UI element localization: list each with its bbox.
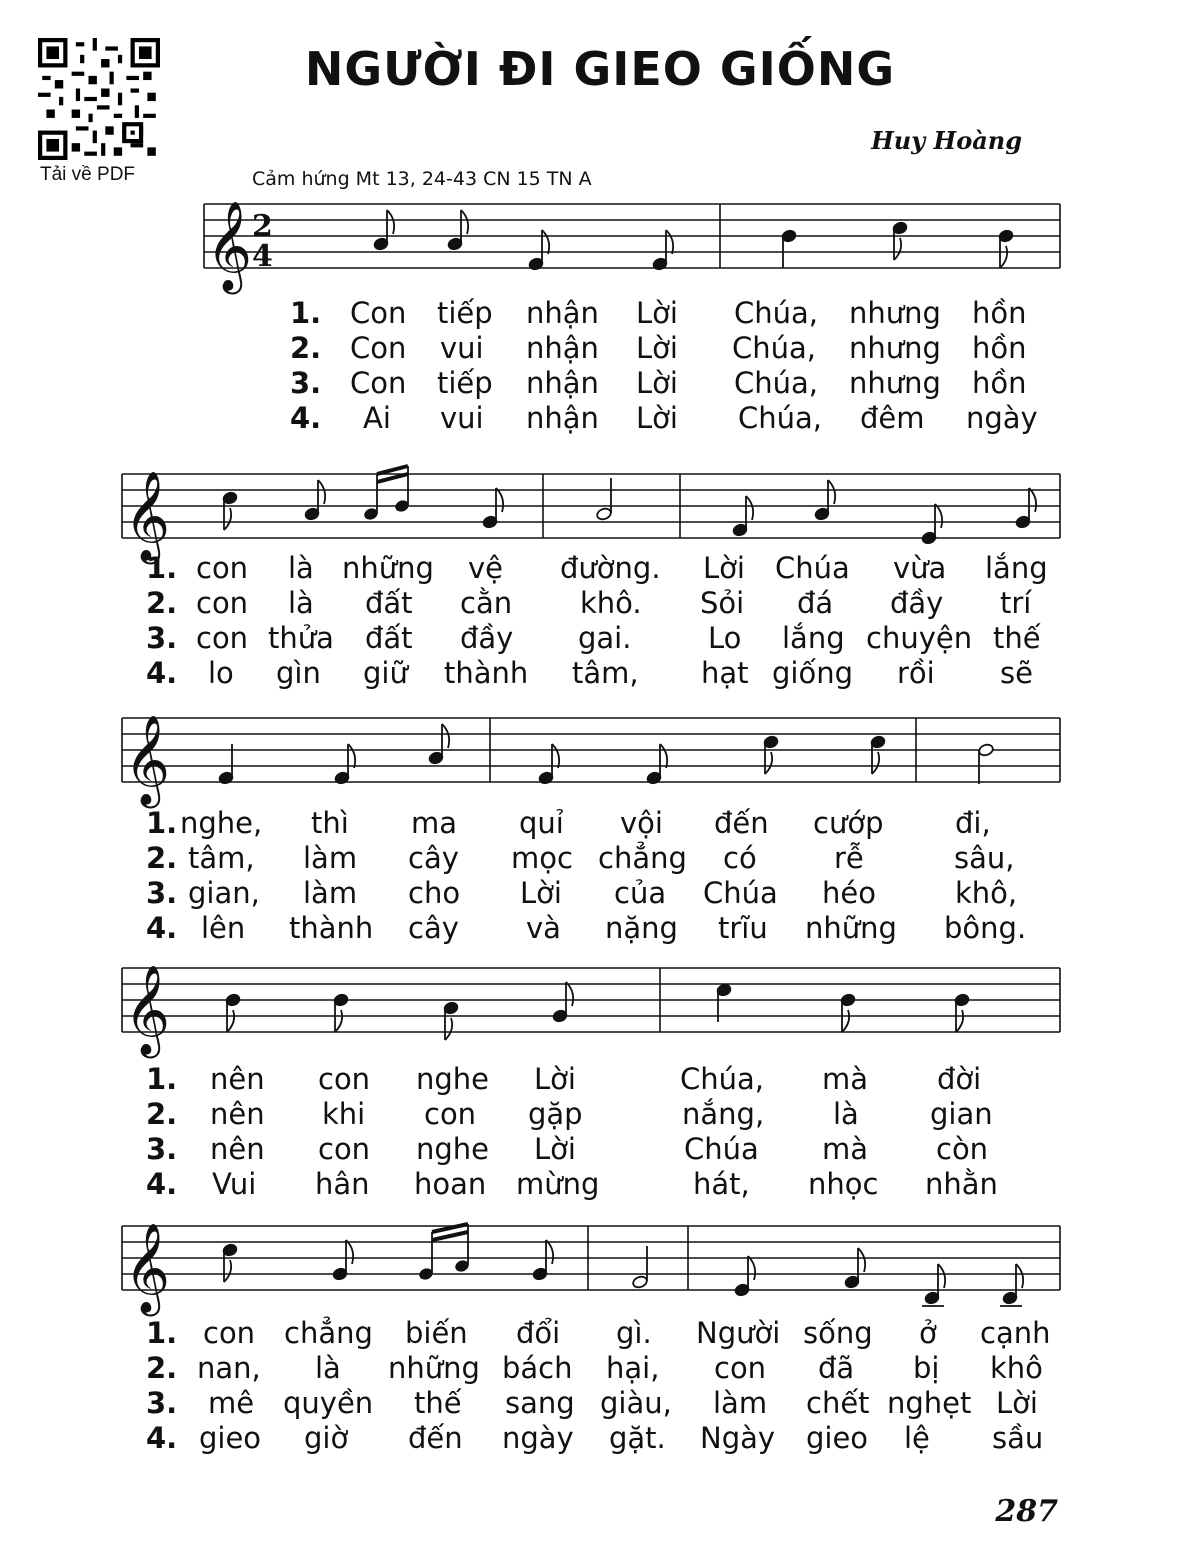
verse-number: 4. [146,911,178,945]
lyric-word: ma [411,806,458,840]
lyric-word: nhưng [849,331,941,365]
lyric-word: đã [818,1351,855,1385]
lyric-word: là [288,551,314,585]
lyric-word: đường. [560,551,661,585]
lyric-word: con [424,1097,477,1131]
lyric-word: Lời [636,331,678,365]
lyric-word: khi [322,1097,366,1131]
lyric-word: rồi [897,656,935,690]
lyric-word: gai. [578,621,632,655]
lyric-word: của [614,876,667,910]
treble-clef-icon: 𝄞 [124,1223,171,1313]
lyric-word: là [288,586,314,620]
treble-clef-icon: 𝄞 [124,471,171,561]
lyric-word: đất [365,586,413,620]
lyric-word: bị [913,1351,940,1385]
lyric-word: Lời [636,296,678,330]
lyric-word: làm [303,876,358,910]
lyric-word: giờ [304,1421,349,1455]
time-signature-top: 2 [252,209,273,244]
lyric-word: những [342,551,434,585]
lyric-word: gieo [199,1421,262,1455]
verse-number: 4. [146,1167,178,1201]
lyric-word: ở [919,1316,937,1350]
lyric-word: Ai [363,401,391,435]
verse-number: 3. [146,621,178,655]
lyric-word: đá [797,586,834,620]
lyric-word: nhằn [925,1167,998,1201]
lyric-word: gian [930,1097,993,1131]
verse-number: 1. [146,806,178,840]
lyric-word: gặp [528,1097,583,1131]
lyric-word: nghẹt [887,1386,972,1420]
verse-number: 3. [146,876,178,910]
lyric-word: đến [714,806,769,840]
lyric-word: Chúa, [734,296,818,330]
lyric-word: có [723,841,757,875]
lyric-word: giống [772,656,853,690]
lyric-word: đến [408,1421,463,1455]
lyric-word: nhận [526,401,599,435]
lyric-word: Lời [996,1386,1038,1420]
lyric-word: nan, [197,1351,261,1385]
lyric-word: rễ [834,841,864,875]
lyric-word: chẳng [284,1316,373,1350]
lyric-word: lắng [985,551,1048,585]
lyric-word: mà [822,1132,869,1166]
lyric-word: chẳng [598,841,687,875]
lyric-word: hát, [693,1167,750,1201]
lyric-word: thành [289,911,374,945]
lyric-word: vui [440,401,484,435]
lyric-word: đầy [890,586,944,620]
lyric-word: con [714,1351,767,1385]
lyric-word: mừng [516,1167,600,1201]
lyric-word: nên [210,1132,265,1166]
lyric-word: cạnh [980,1316,1051,1350]
lyric-word: quỉ [519,806,564,840]
verse-number: 2. [146,1351,178,1385]
lyric-word: cho [408,876,461,910]
time-signature-bottom: 4 [252,239,273,274]
lyric-word: chuyện [866,621,973,655]
lyric-word: hồn [972,366,1027,400]
lyric-word: trĩu [718,911,768,945]
lyric-word: những [805,911,897,945]
lyric-word: sâu, [954,841,1015,875]
verse-number: 1. [146,551,178,585]
lyric-word: Con [350,296,407,330]
lyric-word: chết [806,1386,870,1420]
lyric-word: cây [408,841,459,875]
lyric-word: con [203,1316,256,1350]
lyric-word: thửa [268,621,334,655]
lyric-word: gặt. [609,1421,666,1455]
lyric-word: thành [444,656,529,690]
qr-download-label[interactable]: Tải về PDF [40,164,136,185]
lyric-word: làm [713,1386,768,1420]
lyric-word: nhưng [849,366,941,400]
lyric-word: cây [408,911,459,945]
lyric-word: con [318,1062,371,1096]
lyric-word: quyền [283,1386,374,1420]
lyric-word: Lời [534,1062,576,1096]
lyric-word: gìn [276,656,321,690]
verse-number: 4. [146,1421,178,1455]
lyric-word: Chúa, [738,401,822,435]
lyric-word: tiếp [437,296,493,330]
lyric-word: nhận [526,331,599,365]
verse-number: 4. [290,401,322,435]
lyric-word: hân [315,1167,370,1201]
lyric-word: sầu [992,1421,1044,1455]
scripture-reference: Cảm hứng Mt 13, 24-43 CN 15 TN A [252,168,592,190]
lyric-word: Con [350,366,407,400]
lyric-word: đêm [860,401,925,435]
lyric-word: Lời [520,876,562,910]
lyric-word: biến [405,1316,468,1350]
lyric-word: giàu, [600,1386,672,1420]
lyric-word: Vui [212,1167,257,1201]
lyric-word: Lo [708,621,742,655]
lyric-word: sống [803,1316,873,1350]
lyric-word: Lời [636,401,678,435]
song-title: NGƯỜI ĐI GIEO GIỐNG [304,42,896,96]
lyric-word: tâm, [188,841,255,875]
lyric-word: tiếp [437,366,493,400]
lyric-word: đất [365,621,413,655]
lyric-word: nhận [526,296,599,330]
lyric-word: sang [505,1386,575,1420]
lyric-word: nên [210,1062,265,1096]
lyric-word: Người [696,1316,781,1350]
lyric-word: bông. [944,911,1027,945]
lyric-word: héo [822,876,876,910]
lyric-word: làm [303,841,358,875]
lyric-word: mê [208,1386,255,1420]
verse-number: 2. [146,586,178,620]
lyric-word: Ngày [700,1421,776,1455]
lyric-word: hồn [972,296,1027,330]
lyric-word: Sỏi [700,586,745,620]
treble-clef-icon: 𝄞 [124,965,171,1055]
lyric-word: đầy [460,621,514,655]
lyric-word: Chúa, [732,331,816,365]
lyric-word: Chúa [684,1132,759,1166]
lyric-word: lắng [782,621,845,655]
lyric-word: Chúa [775,551,850,585]
lyric-word: và [526,911,561,945]
lyric-word: vội [620,806,663,840]
lyric-word: gì. [616,1316,652,1350]
lyric-word: nhận [526,366,599,400]
lyric-word: bách [502,1351,573,1385]
lyric-word: gieo [806,1421,869,1455]
lyric-word: thế [993,621,1041,655]
lyric-word: nhưng [849,296,941,330]
verse-number: 1. [290,296,322,330]
lyric-word: ngày [966,401,1038,435]
verse-number: 2. [146,841,178,875]
lyric-word: hoan [414,1167,487,1201]
verse-number: 3. [290,366,322,400]
lyric-word: hạt [701,656,749,690]
lyric-word: đời [937,1062,982,1096]
lyric-word: con [196,551,249,585]
lyric-word: nắng, [682,1097,765,1131]
lyric-word: Lời [534,1132,576,1166]
lyric-word: con [318,1132,371,1166]
lyric-word: nghe [416,1132,490,1166]
lyric-word: lo [208,656,234,690]
lyric-word: lệ [904,1421,930,1455]
lyric-word: mọc [511,841,573,875]
lyric-word: thế [414,1386,462,1420]
lyric-word: sẽ [1000,656,1033,690]
lyric-word: khô, [955,876,1018,910]
verse-number: 3. [146,1386,178,1420]
lyric-word: cằn [460,586,513,620]
lyric-word: cướp [813,806,884,840]
lyric-word: nên [210,1097,265,1131]
lyric-word: còn [936,1132,989,1166]
lyric-word: ngày [502,1421,574,1455]
lyric-word: đổi [516,1316,561,1350]
lyric-word: Chúa, [734,366,818,400]
verse-number: 1. [146,1062,178,1096]
lyric-word: là [315,1351,341,1385]
lyric-word: những [388,1351,480,1385]
lyric-word: nghe [416,1062,490,1096]
verse-number: 3. [146,1132,178,1166]
lyric-word: Lời [703,551,745,585]
lyric-word: giữ [363,656,408,690]
lyric-word: là [833,1097,859,1131]
lyric-word: Con [350,331,407,365]
lyric-word: Chúa, [680,1062,764,1096]
lyric-word: hồn [972,331,1027,365]
lyric-word: nặng [605,911,678,945]
lyric-word: trí [1000,586,1032,620]
lyric-word: khô [990,1351,1043,1385]
lyric-word: Chúa [703,876,778,910]
lyric-word: con [196,621,249,655]
lyric-word: hại, [606,1351,660,1385]
verse-number: 1. [146,1316,178,1350]
lyric-word: mà [822,1062,869,1096]
verse-number: 2. [146,1097,178,1131]
treble-clef-icon: 𝄞 [124,715,171,805]
lyric-word: gian, [188,876,260,910]
lyric-word: nhọc [808,1167,879,1201]
lyric-word: vui [440,331,484,365]
lyric-word: khô. [580,586,642,620]
lyric-word: đi, [955,806,991,840]
composer-name: Huy Hoàng [871,126,1022,155]
lyric-word: tâm, [572,656,639,690]
lyric-word: lên [201,911,246,945]
lyric-word: vừa [893,551,947,585]
verse-number: 4. [146,656,178,690]
lyric-word: nghe, [180,806,263,840]
lyric-word: Lời [636,366,678,400]
treble-clef-icon: 𝄞 [206,201,253,291]
lyric-word: vệ [468,551,504,585]
verse-number: 2. [290,331,322,365]
lyric-word: con [196,586,249,620]
page-number: 287 [995,1494,1058,1529]
lyric-word: thì [311,806,349,840]
